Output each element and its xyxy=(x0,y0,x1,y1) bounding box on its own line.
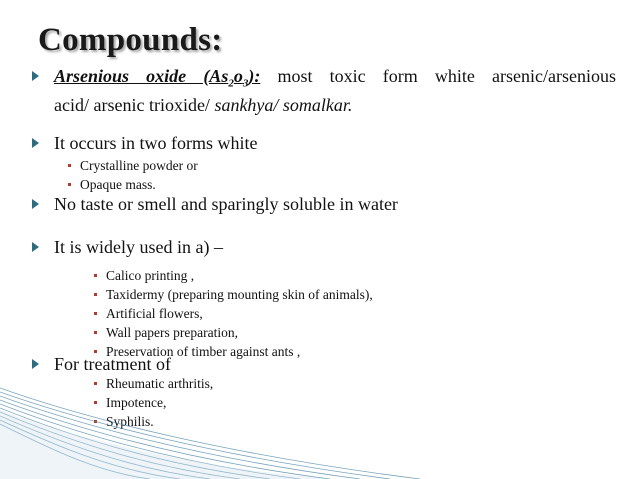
square-bullet-icon xyxy=(94,274,97,277)
square-bullet-icon xyxy=(68,164,71,167)
arrow-bullet-icon xyxy=(32,199,39,209)
bullet-text: It occurs in two forms white xyxy=(54,133,258,153)
use-item: Wall papers preparation, xyxy=(106,325,238,341)
treatment-item: Rheumatic arthritis, xyxy=(106,376,213,392)
compound-term: Arsenious oxide $(As_2o_3)$: xyxy=(54,66,261,90)
use-item: Artificial flowers, xyxy=(106,306,203,322)
form-item: Crystalline powder or xyxy=(80,158,198,174)
form-item: Opaque mass. xyxy=(80,177,156,193)
square-bullet-icon xyxy=(94,293,97,296)
compound-description: most toxic form white arsenic/arsenious xyxy=(260,66,616,86)
bullet-line-1 xyxy=(54,66,616,95)
decorative-swoosh xyxy=(0,380,638,479)
bullet-text: For treatment of xyxy=(54,354,171,374)
bullet-text: It is widely used in a) – xyxy=(54,237,223,257)
bullet-line-2: acid/ arsenic trioxide/ sankhya/ somalkar. xyxy=(54,94,353,115)
arrow-bullet-icon xyxy=(32,359,39,369)
square-bullet-icon xyxy=(94,312,97,315)
square-bullet-icon xyxy=(94,350,97,353)
use-item: Calico printing , xyxy=(106,268,194,284)
bullet-two-forms xyxy=(54,133,257,154)
square-bullet-icon xyxy=(94,331,97,334)
treatment-item: Impotence, xyxy=(106,395,166,411)
arrow-bullet-icon xyxy=(32,71,39,81)
arrow-bullet-icon xyxy=(32,242,39,252)
use-item: Taxidermy (preparing mounting skin of animals), xyxy=(106,287,373,303)
bullet-uses xyxy=(54,237,223,258)
use-item: Preservation of timber against ants , xyxy=(106,344,300,360)
bullet-solubility xyxy=(54,194,398,215)
square-bullet-icon xyxy=(68,183,71,186)
bullet-arsenious-oxide xyxy=(54,66,616,116)
slide-title: Compounds: xyxy=(38,22,223,58)
arrow-bullet-icon xyxy=(32,138,39,148)
treatment-item: Syphilis. xyxy=(106,414,154,430)
bullet-text: No taste or smell and sparingly soluble in water xyxy=(54,194,398,214)
bullet-treatment xyxy=(54,354,171,375)
local-names: sankhya/ somalkar. xyxy=(214,94,353,115)
